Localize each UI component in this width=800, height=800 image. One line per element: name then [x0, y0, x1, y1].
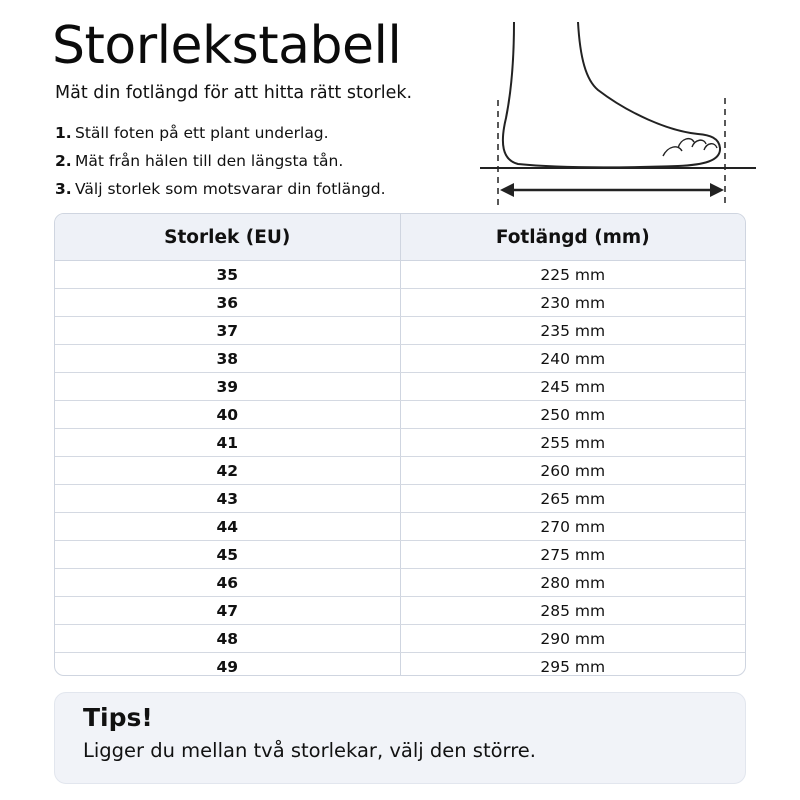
size-cell: 48 — [55, 625, 400, 653]
tips-text: Ligger du mellan två storlekar, välj den större. — [83, 739, 536, 762]
table-row — [55, 289, 745, 317]
foot-length-cell: 290 mm — [400, 625, 745, 653]
size-cell: 44 — [55, 513, 400, 541]
foot-length-cell: 225 mm — [400, 261, 745, 289]
size-cell: 39 — [55, 373, 400, 401]
table-row — [55, 569, 745, 597]
tips-title: Tips! — [83, 703, 153, 732]
size-cell: 38 — [55, 345, 400, 373]
size-cell: 40 — [55, 401, 400, 429]
foot-length-cell: 235 mm — [400, 317, 745, 345]
table-row — [55, 625, 745, 653]
table-row — [55, 485, 745, 513]
size-cell: 45 — [55, 541, 400, 569]
tips-box — [54, 692, 746, 784]
table-row — [55, 653, 745, 677]
column-header-foot-length: Fotlängd (mm) — [400, 214, 745, 261]
size-cell: 46 — [55, 569, 400, 597]
instruction-step — [55, 175, 386, 203]
table-row — [55, 373, 745, 401]
step-text: Ställ foten på ett plant underlag. — [75, 124, 329, 142]
size-cell: 41 — [55, 429, 400, 457]
size-cell: 47 — [55, 597, 400, 625]
size-cell: 37 — [55, 317, 400, 345]
table-row — [55, 429, 745, 457]
foot-measurement-icon — [478, 18, 758, 208]
foot-length-cell: 285 mm — [400, 597, 745, 625]
size-cell: 42 — [55, 457, 400, 485]
size-cell: 36 — [55, 289, 400, 317]
page-subtitle: Mät din fotlängd för att hitta rätt storlek. — [55, 83, 413, 103]
size-cell: 43 — [55, 485, 400, 513]
page-title: Storlekstabell — [52, 16, 402, 76]
table-row — [55, 457, 745, 485]
column-header-size: Storlek (EU) — [55, 214, 400, 261]
step-text: Mät från hälen till den längsta tån. — [75, 152, 344, 170]
foot-length-cell: 245 mm — [400, 373, 745, 401]
step-number: 1. — [55, 124, 72, 142]
foot-length-cell: 265 mm — [400, 485, 745, 513]
table-header-row — [55, 214, 745, 261]
instruction-step — [55, 147, 386, 175]
table-row — [55, 513, 745, 541]
foot-length-cell: 255 mm — [400, 429, 745, 457]
foot-length-cell: 240 mm — [400, 345, 745, 373]
step-number: 2. — [55, 152, 72, 170]
step-text: Välj storlek som motsvarar din fotlängd. — [75, 180, 386, 198]
foot-length-cell: 250 mm — [400, 401, 745, 429]
table-row — [55, 345, 745, 373]
table-row — [55, 317, 745, 345]
step-number: 3. — [55, 180, 72, 198]
table-row — [55, 597, 745, 625]
foot-length-cell: 275 mm — [400, 541, 745, 569]
foot-length-cell: 295 mm — [540, 657, 606, 676]
table-row — [55, 541, 745, 569]
foot-length-cell: 280 mm — [400, 569, 745, 597]
foot-length-cell: 230 mm — [400, 289, 745, 317]
table-row — [55, 261, 745, 289]
foot-length-cell: 270 mm — [400, 513, 745, 541]
instruction-step — [55, 119, 386, 147]
size-cell: 35 — [55, 261, 400, 289]
foot-length-cell: 260 mm — [400, 457, 745, 485]
instruction-list — [55, 119, 386, 203]
size-table — [54, 213, 746, 676]
size-cell: 49 — [55, 653, 400, 677]
table-row — [55, 401, 745, 429]
